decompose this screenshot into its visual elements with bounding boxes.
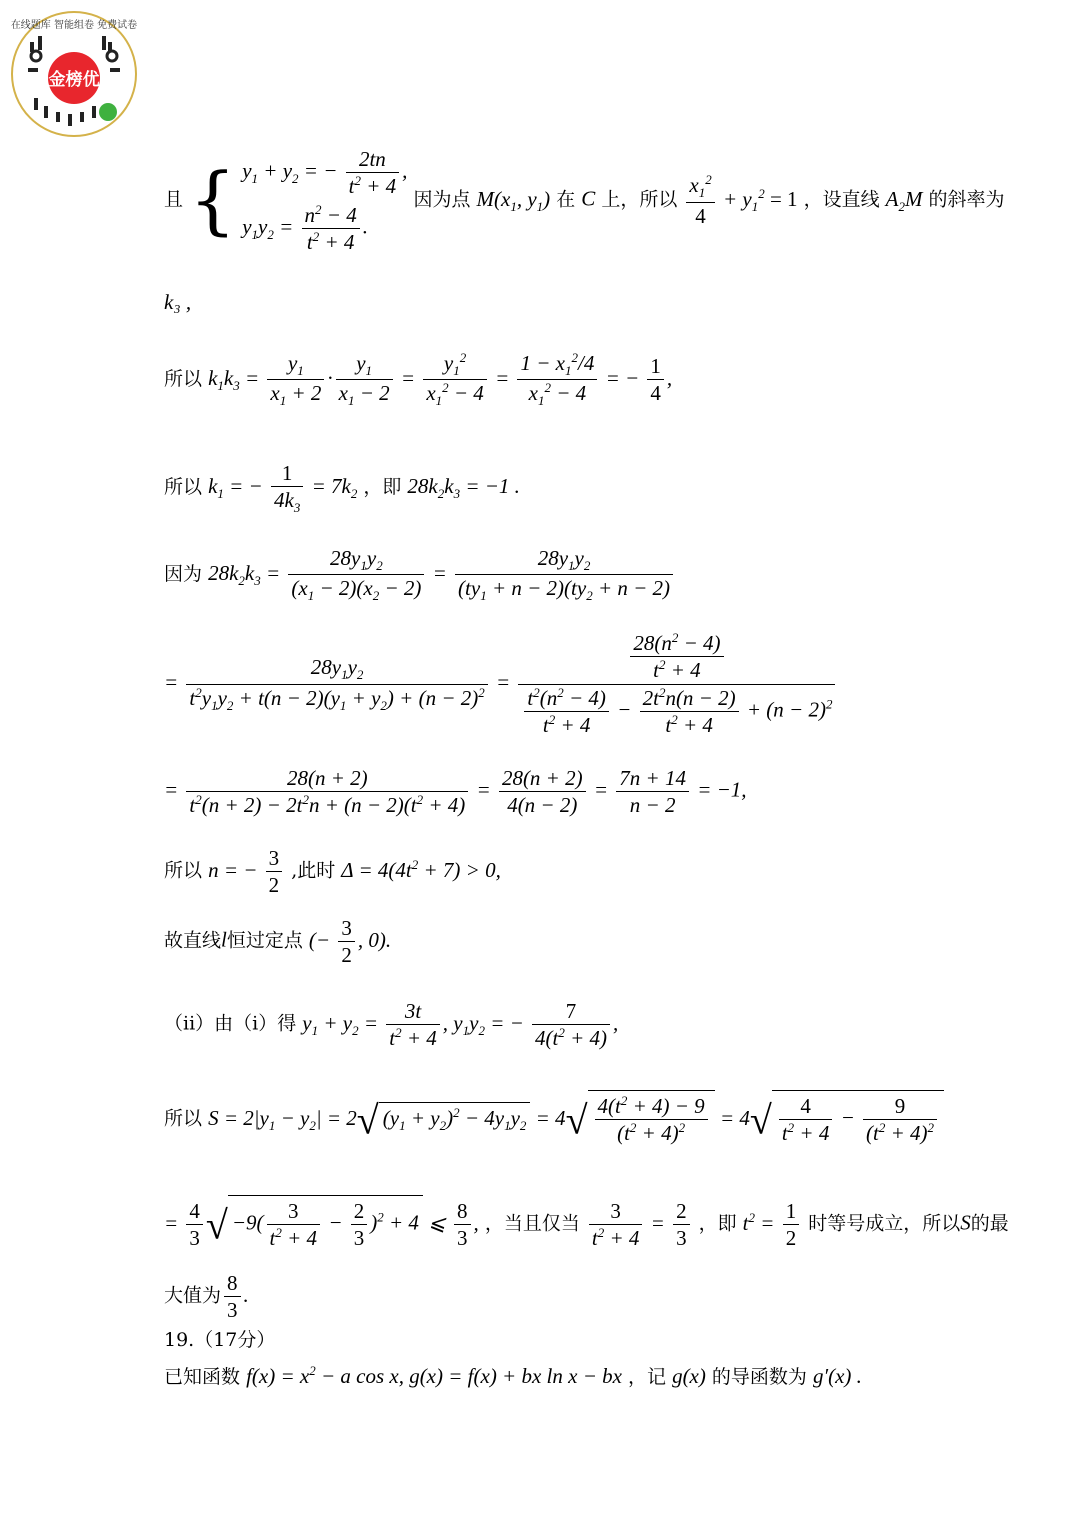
jinbangyou-logo bbox=[8, 8, 140, 140]
line-because: 因为 $28k_2k_3$ = $\frac{28y_1y_2}{(x_1 - 2)(x_2 - 2)}$ = $\frac{28y_1y_2}{(ty_1 + n - 2)(ty_2 + n - 2)}$ bbox=[164, 545, 676, 605]
question-19-number: 19.（17分） bbox=[164, 1329, 276, 1351]
line-expand: = $\frac{28y_1y_2}{t^2y_1y_2 + t(n - 2)(y_1 + y_2) + (n - 2)^2}$ = $\frac{28(n^2 - 4)}{t^2 + 4}$ $\frac{t^2(n^2 - 4)}{t^2 + 4}$ − $\frac{2t^2n(n - 2)}{t^2 + 4}$ + $(n - 2)^2$ bbox=[164, 630, 838, 738]
line-fixed-point: 故直线l恒过定点 (− $\frac{3}{2}$ , 0). bbox=[164, 916, 392, 968]
line-max: = $\frac{4}{3}$ √ −9( $\frac{3}{t^2 + 4}$ − $\frac{2}{3}$ )$^2$ + 4 ⩽ $\frac{8}{3}$ , ，当且仅当 $\frac{3}{t^2 + 4}$ = $\frac{2}{3}$ ，即 $t^2$ = $\frac{1}{2}$ 时等号成立，所以S的最 bbox=[164, 1195, 1009, 1252]
line-n-value: 所以 n = − $\frac{3}{2}$ ,此时 $\Delta = 4(4t^2 + 7) > 0$, bbox=[164, 846, 501, 898]
svg-text:在线题库 智能组卷 免费试卷: 在线题库 智能组卷 免费试卷 bbox=[10, 20, 138, 31]
line-area: 所以 $S = 2|y_1 - y_2| = 2√$ $(y_1 + y_2)^2 - 4y_1y_2 = 4√$ $\frac{4(t^2 + 4) - 9}{(t^2 + 4)^2}$ = 4√ $\frac{4}{t^2 + 4}$ − $\frac{9}{(t^2 + 4)^2}$ bbox=[164, 1090, 944, 1147]
line-system: 且 { $y_1 + y_2$ = − $\frac{2tn}{t^2 + 4}$ , $y_1y_2$ = $\frac{n^2 - 4}{t^2 + 4}$ . 因为点 $M(x_1$, $y_1$) 在 C 上，所以 $\frac{x_1^2}{4}$ + $y_1^2 = 1$ ，设直线 $A_2M$ 的斜率为 bbox=[164, 147, 1005, 254]
line-k1: 所以 $k_1$ = − $\frac{1}{4k_3}$ = $7k_2$ ，即 $28k_2k_3 = -1$ . bbox=[164, 461, 520, 516]
line-max-value: 大值为 $\frac{8}{3}$ . bbox=[164, 1271, 249, 1323]
line-k3: k₃ , bbox=[164, 290, 192, 314]
line-simplify: = $\frac{28(n + 2)}{t^2(n + 2) - 2t^2n + (n - 2)(t^2 + 4)}$ = $\frac{28(n + 2)}{4(n - 2)}$ = $\frac{7n + 14}{n - 2}$ = −1, bbox=[164, 766, 747, 818]
question-19-text: 已知函数 $f(x) = x^2 - a$ cos x, g(x) = f(x) + bx ln x − bx ，记 g(x) 的导函数为 g′(x) . bbox=[164, 1363, 862, 1388]
line-part-ii: （ii）由（i）得 $y_1 + y_2$ = $\frac{3t}{t^2 + 4}$ , $y_1y_2$ = − $\frac{7}{4(t^2 + 4)}$ , bbox=[164, 999, 619, 1051]
line-k1k3: 所以 $k_1k_3$ = $\frac{y_1}{x_1 + 2}$ · $\frac{y_1}{x_1 - 2}$ = $\frac{y_1^2}{x_1^2 - 4}$ = $\frac{1 - x_1^2/4}{x_1^2 - 4}$ = − $\frac{1}{4}$ , bbox=[164, 350, 673, 409]
svg-text:金榜优: 金榜优 bbox=[48, 70, 100, 90]
